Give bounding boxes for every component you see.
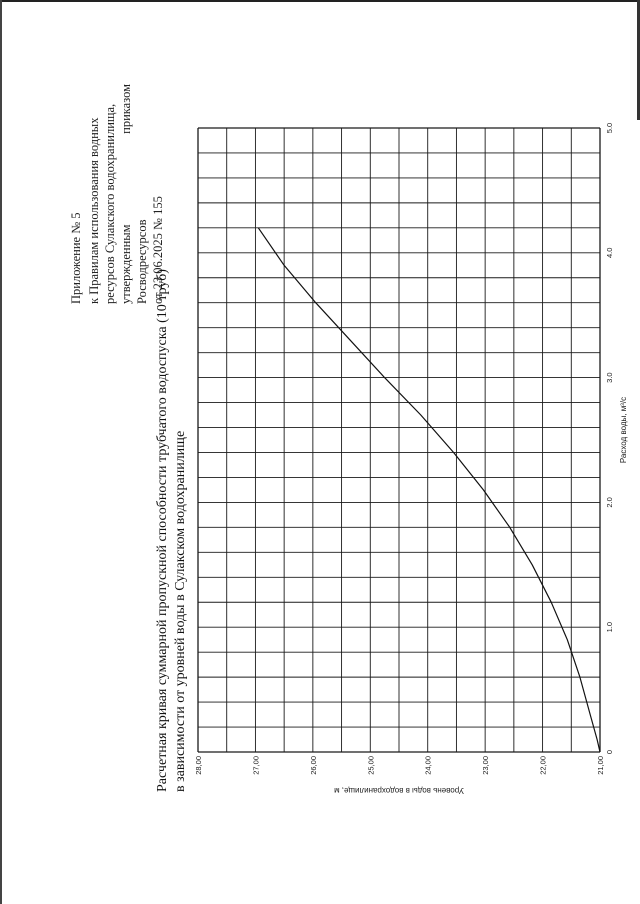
chart-axis-labels: [334, 397, 628, 795]
series-line: [258, 228, 600, 752]
x-axis-label: Расход воды, м³/с: [619, 396, 628, 464]
y-tick-label: 22,00: [538, 756, 548, 775]
chart-series: [258, 228, 600, 752]
y-tick-label: 26,00: [308, 756, 318, 775]
appendix-title: Приложение № 5: [69, 212, 83, 304]
appendix-line: утвержденным приказом Росводресурсов: [119, 84, 149, 304]
y-tick-label: 28,00: [194, 756, 203, 775]
appendix-line: к Правилам использования водных: [87, 117, 101, 304]
y-tick-label: 21,00: [596, 756, 605, 775]
appendix-line: ресурсов Сулакского водохранилища,: [103, 103, 117, 304]
x-tick-label: 4.0: [605, 247, 614, 259]
x-tick-label: 1.0: [605, 621, 614, 633]
y-tick-label: 27,00: [251, 756, 261, 775]
chart-caption-line-1: Расчетная кривая суммарной пропускной способности трубчатого водоспуска (10 труб): [155, 269, 170, 792]
appendix-line: от 23.06.2025 № 155: [151, 196, 165, 304]
x-tick-label: 2.0: [605, 497, 614, 508]
y-tick-label: 25,00: [366, 756, 376, 775]
y-tick-label: 23,00: [481, 756, 491, 775]
y-tick-label: 24,00: [423, 756, 433, 775]
x-tick-label: 3.0: [605, 372, 614, 383]
x-tick-label: 0: [605, 749, 614, 755]
y-axis-label: Уровень воды в водохранилище, м: [334, 786, 464, 795]
x-tick-label: 5.0: [605, 122, 614, 134]
chart-grid: [198, 128, 600, 752]
chart-caption-line-2: в зависимости от уровней воды в Сулакском водохранилище: [173, 430, 188, 792]
